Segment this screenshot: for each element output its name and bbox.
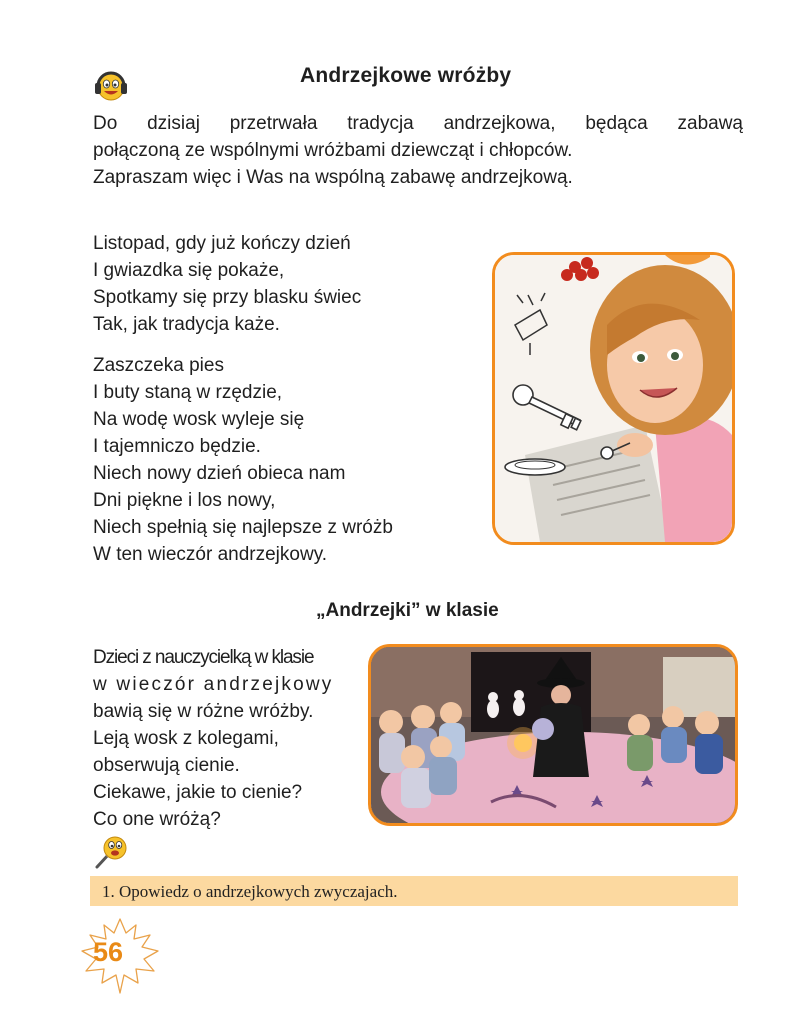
intro-line: Do dzisiaj przetrwała tradycja andrzejkowa, będąca zabawą [93,113,743,134]
klasa-line: Co one wróżą? [93,809,221,830]
poem-line: Na wodę wosk wyleje się [93,409,305,430]
klasa-paragraph [93,644,353,833]
klasa-line: w wieczór andrzejkowy [93,674,334,695]
poem-line: Dni piękne i los nowy, [93,490,276,511]
poem-line: I buty staną w rzędzie, [93,382,283,403]
poem-line: Zaszczeka pies [93,355,224,376]
section-subtitle: „Andrzejki” w klasie [316,600,499,621]
microphone-smiley-icon [93,834,129,870]
intro-paragraph [93,110,743,191]
poem-stanza-3 [93,460,473,568]
poem-line: Tak, jak tradycja każe. [93,314,280,335]
poem-line: W ten wieczór andrzejkowy. [93,544,328,565]
girl-photo [492,252,735,545]
klasa-line: obserwują cienie. [93,755,240,776]
poem-stanza-1 [93,230,473,338]
poem-stanza-2 [93,352,473,460]
klasa-line: Leją wosk z kolegami, [93,728,279,749]
headphones-smiley-icon [93,68,129,104]
page-title: Andrzejkowe wróżby [300,64,512,87]
poem-line: I tajemniczo będzie. [93,436,261,457]
klasa-line: Ciekawe, jakie to cienie? [93,782,303,803]
intro-line: połączoną ze wspólnymi wróżbami dziewcząt i chłopców. [93,140,573,161]
page-number: 56 [93,937,124,967]
girl-photo-illustration [495,255,732,542]
task-text: 1. Opowiedz o andrzejkowych zwyczajach. [102,882,398,901]
klasa-line: Dzieci z nauczycielką w klasie [93,647,314,668]
poem-line: I gwiazdka się pokaże, [93,260,285,281]
poem-line: Niech spełnią się najlepsze z wróżb [93,517,393,538]
intro-line: Zapraszam więc i Was na wspólną zabawę andrzejkową. [93,167,573,188]
poem-line: Niech nowy dzień obieca nam [93,463,346,484]
poem-line: Spotkamy się przy blasku świec [93,287,362,308]
klasa-line: bawią się w różne wróżby. [93,701,314,722]
classroom-photo-illustration [371,647,735,823]
classroom-photo [368,644,738,826]
poem-line: Listopad, gdy już kończy dzień [93,233,351,254]
